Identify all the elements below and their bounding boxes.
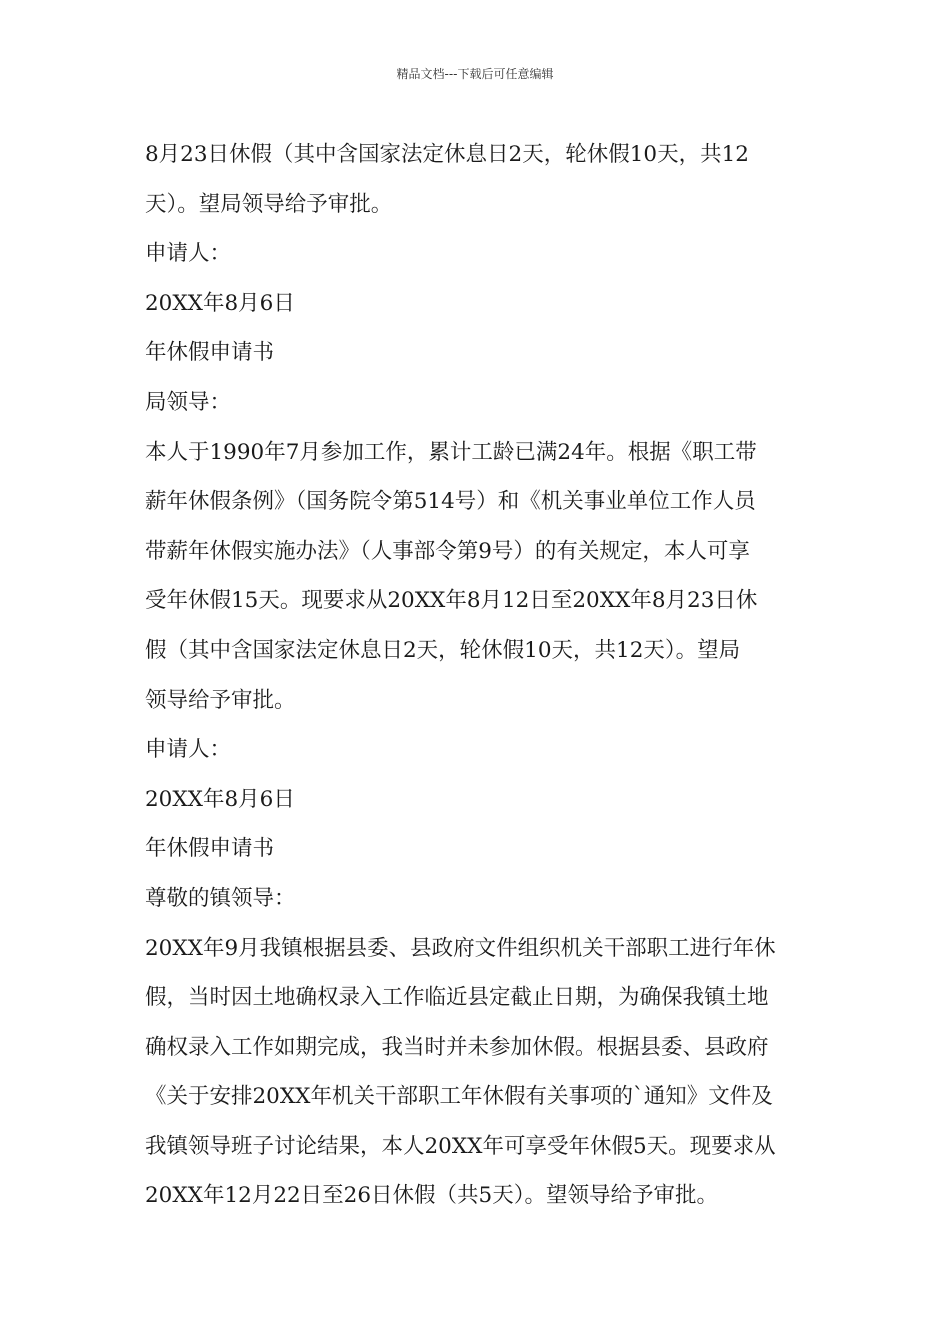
text-line: 《关于安排20XX年机关干部职工年休假有关事项的`通知》文件及	[145, 1084, 773, 1110]
text-line: 确权录入工作如期完成，我当时并未参加休假。根据县委、县政府	[145, 1034, 769, 1060]
page-header: 精品文档---下载后可任意编辑	[396, 67, 554, 81]
text-line: 20XX年12月22日至26日休假（共5天）。望领导给予审批。	[145, 1183, 718, 1209]
document-body	[145, 130, 810, 1221]
date-line: 20XX年8月6日	[145, 786, 295, 812]
text-line: 本人于1990年7月参加工作，累计工龄已满24年。根据《职工带	[145, 439, 757, 465]
salutation: 局领导：	[145, 389, 232, 415]
text-line: 带薪年休假实施办法》（人事部令第9号）的有关规定，本人可享	[145, 538, 750, 564]
text-line: 8月23日休假（其中含国家法定休息日2天，轮休假10天，共12	[145, 142, 749, 167]
text-line: 领导给予审批。	[145, 687, 296, 713]
salutation: 尊敬的镇领导：	[145, 885, 296, 911]
text-line: 20XX年9月我镇根据县委、县政府文件组织机关干部职工进行年休	[145, 935, 776, 961]
document-title: 年休假申请书	[145, 340, 275, 366]
date-line: 20XX年8月6日	[145, 290, 295, 316]
applicant-label: 申请人：	[145, 241, 232, 267]
document-title: 年休假申请书	[145, 836, 275, 862]
text-line: 我镇领导班子讨论结果，本人20XX年可享受年休假5天。现要求从	[145, 1133, 776, 1159]
text-line: 受年休假15天。现要求从20XX年8月12日至20XX年8月23日休	[145, 588, 758, 614]
text-line: 假，当时因土地确权录入工作临近县定截止日期，为确保我镇土地	[145, 985, 769, 1011]
text-line: 薪年休假条例》（国务院令第514号）和《机关事业单位工作人员	[145, 489, 756, 515]
applicant-label: 申请人：	[145, 737, 232, 763]
text-line: 假（其中含国家法定休息日2天，轮休假10天，共12天）。望局	[145, 637, 741, 663]
text-line: 天）。望局领导给予审批。	[145, 191, 393, 217]
